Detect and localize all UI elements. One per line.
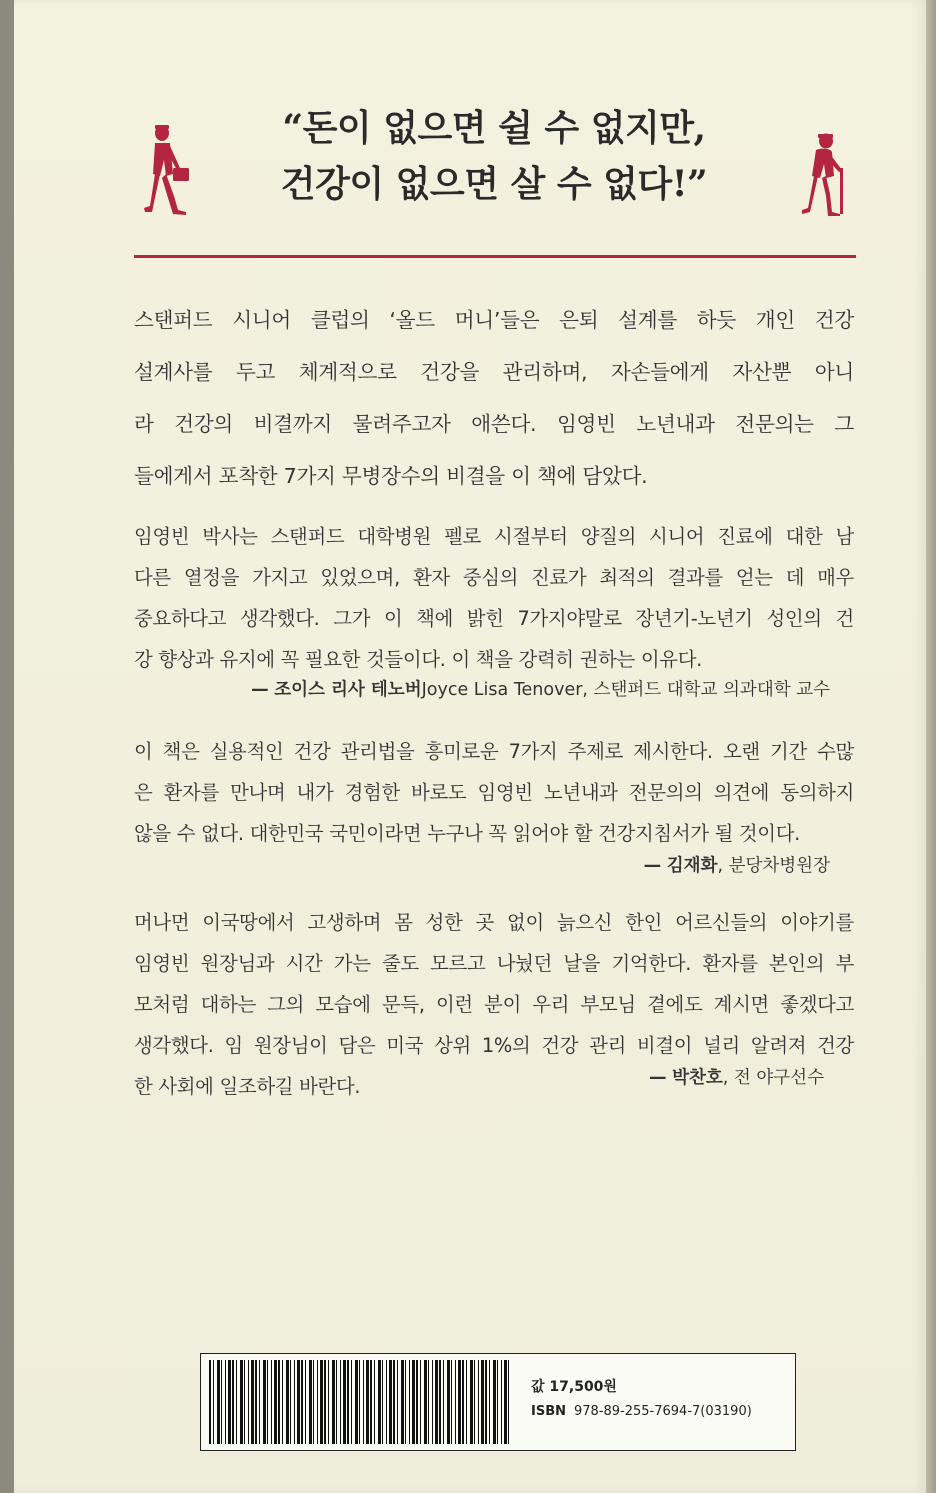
review-line: 생각했다. 임 원장님이 담은 미국 상위 1%의 건강 관리 비결이 널리 알려져 건강 [134, 1034, 854, 1057]
quote-line-2: 건강이 없으면 살 수 없다!” [280, 163, 708, 205]
review-line: 모처럼 대하는 그의 모습에 문득, 이런 분이 우리 부모님 곁에도 계시면 좋겠다고 [134, 993, 854, 1016]
intro-paragraph [134, 294, 854, 502]
barcode-image [209, 1360, 509, 1444]
review-line: 임영빈 원장님과 시간 가는 줄도 모르고 나눴던 날을 기억한다. 환자를 본인의 부 [134, 952, 854, 975]
review-kim [134, 731, 854, 854]
review-line: 한 사회에 일조하길 바란다. [134, 1075, 361, 1098]
reviewer-name: 박찬호 [672, 1068, 723, 1088]
review-line: 은 환자를 만나며 내가 경험한 바로도 임영빈 노년내과 전문의의 의견에 동의하지 [134, 781, 854, 804]
review-line: 강 향상과 유지에 꼭 필요한 것들이다. 이 책을 강력히 권하는 이유다. [134, 648, 703, 671]
walking-man-with-briefcase-icon [140, 124, 194, 216]
em-dash: — [251, 680, 269, 700]
review-line: 임영빈 박사는 스탠퍼드 대학병원 펠로 시절부터 양질의 시니어 진료에 대한 남 [134, 525, 854, 548]
book-edge [926, 0, 936, 1493]
barcode-label [200, 1353, 796, 1451]
book-back-cover [14, 0, 926, 1493]
review-tenover [134, 516, 854, 680]
intro-line: 들에게서 포착한 7가지 무병장수의 비결을 이 책에 담았다. [134, 464, 648, 488]
review-line: 이 책은 실용적인 건강 관리법을 흥미로운 7가지 주제로 제시한다. 오랜 기간 수많 [134, 740, 854, 763]
review-attribution [649, 1064, 824, 1089]
review-attribution [644, 852, 830, 877]
intro-line: 라 건강의 비결까지 물려주고자 애쓴다. 임영빈 노년내과 전문의는 그 [134, 412, 854, 436]
isbn-label: ISBN [531, 1404, 566, 1419]
review-line: 않을 수 없다. 대한민국 국민이라면 누구나 꼭 읽어야 할 건강지침서가 될 것이다. [134, 822, 801, 845]
review-attribution [251, 676, 830, 701]
isbn-text [531, 1404, 752, 1419]
reviewer-name: 조이스 리사 테노버 [274, 680, 422, 700]
isbn-number: 978-89-255-7694-7(03190) [574, 1404, 752, 1419]
quote-line-1: “돈이 없으면 쉴 수 없지만, [282, 107, 706, 149]
review-line: 머나먼 이국땅에서 고생하며 몸 성한 곳 없이 늙으신 한인 어르신들의 이야기를 [134, 911, 854, 934]
price-text: 값 17,500원 [531, 1379, 617, 1395]
reviewer-title: , 전 야구선수 [722, 1068, 824, 1088]
reviewer-name-en: Joyce Lisa Tenover [421, 680, 583, 700]
review-line: 중요하다고 생각했다. 그가 이 책에 밝힌 7가지야말로 장년기-노년기 성인의 건 [134, 607, 854, 630]
reviewer-title: , 스탠퍼드 대학교 의과대학 교수 [582, 680, 830, 700]
intro-line: 설계사를 두고 체계적으로 건강을 관리하며, 자손들에게 자산뿐 아니 [134, 360, 854, 384]
elderly-man-with-cane-icon [800, 132, 850, 216]
reviewer-name: 김재화 [666, 856, 718, 876]
em-dash: — [643, 856, 662, 876]
intro-line: 스탠퍼드 시니어 클럽의 ‘올드 머니’들은 은퇴 설계를 하듯 개인 건강 [134, 308, 854, 332]
headline-quote [234, 100, 754, 212]
em-dash: — [648, 1068, 667, 1088]
reviewer-title: , 분당차병원장 [717, 856, 830, 876]
divider-rule [134, 255, 856, 258]
review-line: 다른 열정을 가지고 있었으며, 환자 중심의 진료가 최적의 결과를 얻는 데 매우 [134, 566, 854, 589]
